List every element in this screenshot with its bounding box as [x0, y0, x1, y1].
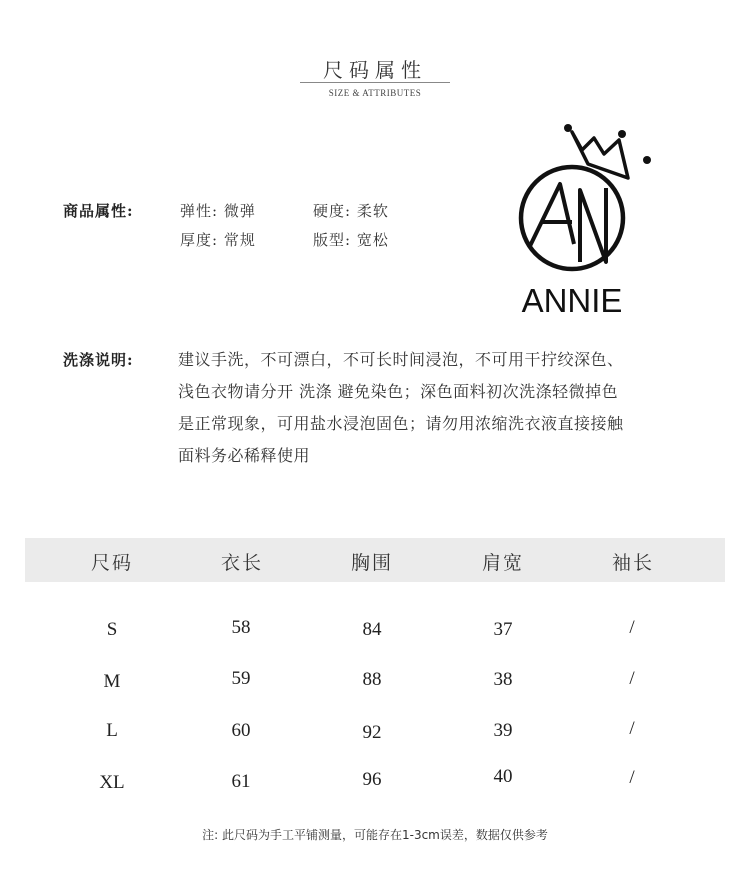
cell-shoulder: 37 — [493, 619, 513, 640]
column-header-shoulder: 肩宽 — [481, 552, 524, 574]
cell-shoulder: 39 — [493, 720, 513, 741]
cell-length: 58 — [231, 617, 251, 638]
column-header-sleeve: 袖长 — [611, 552, 654, 574]
section-subtitle: SIZE & ATTRIBUTES — [328, 88, 422, 98]
section-title: 尺码属性 — [323, 58, 427, 82]
care-line: 浅色衣物请分开 洗涤 避免染色；深色面料初次洗涤轻微掉色 — [178, 382, 619, 401]
column-header-chest: 胸围 — [350, 552, 393, 574]
cell-chest: 92 — [362, 722, 382, 743]
crown-icon — [572, 132, 628, 178]
cell-chest: 84 — [362, 619, 382, 640]
care-line: 是正常现象，可用盐水浸泡固色；请勿用浓缩洗衣液直接接触 — [178, 414, 624, 433]
cell-sleeve: / — [629, 767, 635, 788]
annie-logo — [510, 118, 660, 323]
attributes-label: 商品属性: — [63, 202, 134, 220]
cell-shoulder: 38 — [493, 669, 513, 690]
care-line: 建议手洗，不可漂白，不可长时间浸泡，不可用干拧绞深色、 — [178, 350, 624, 369]
title-divider — [300, 82, 450, 83]
attribute-fit: 版型: 宽松 — [313, 231, 389, 249]
measurement-note: 注: 此尺码为手工平铺测量，可能存在1-3cm误差，数据仅供参考 — [202, 828, 548, 842]
cell-size: M — [103, 671, 121, 692]
cell-size: L — [106, 720, 118, 741]
cell-length: 59 — [231, 668, 251, 689]
cell-size: S — [106, 619, 118, 640]
attribute-elasticity: 弹性: 微弹 — [180, 202, 256, 220]
brand-name: ANNIE — [521, 282, 623, 319]
column-header-length: 衣长 — [220, 552, 263, 574]
cell-chest: 96 — [362, 769, 382, 790]
cell-chest: 88 — [362, 669, 382, 690]
cell-length: 61 — [231, 771, 251, 792]
attribute-thickness: 厚度: 常规 — [180, 231, 256, 249]
cell-sleeve: / — [629, 668, 635, 689]
cell-length: 60 — [231, 720, 251, 741]
cell-sleeve: / — [629, 617, 635, 638]
cell-shoulder: 40 — [493, 766, 513, 787]
care-label: 洗涤说明: — [63, 351, 134, 369]
cell-sleeve: / — [629, 718, 635, 739]
care-line: 面料务必稀释使用 — [178, 446, 311, 465]
attribute-hardness: 硬度: 柔软 — [313, 202, 389, 220]
cell-size: XL — [99, 772, 125, 793]
column-header-size: 尺码 — [90, 552, 133, 574]
